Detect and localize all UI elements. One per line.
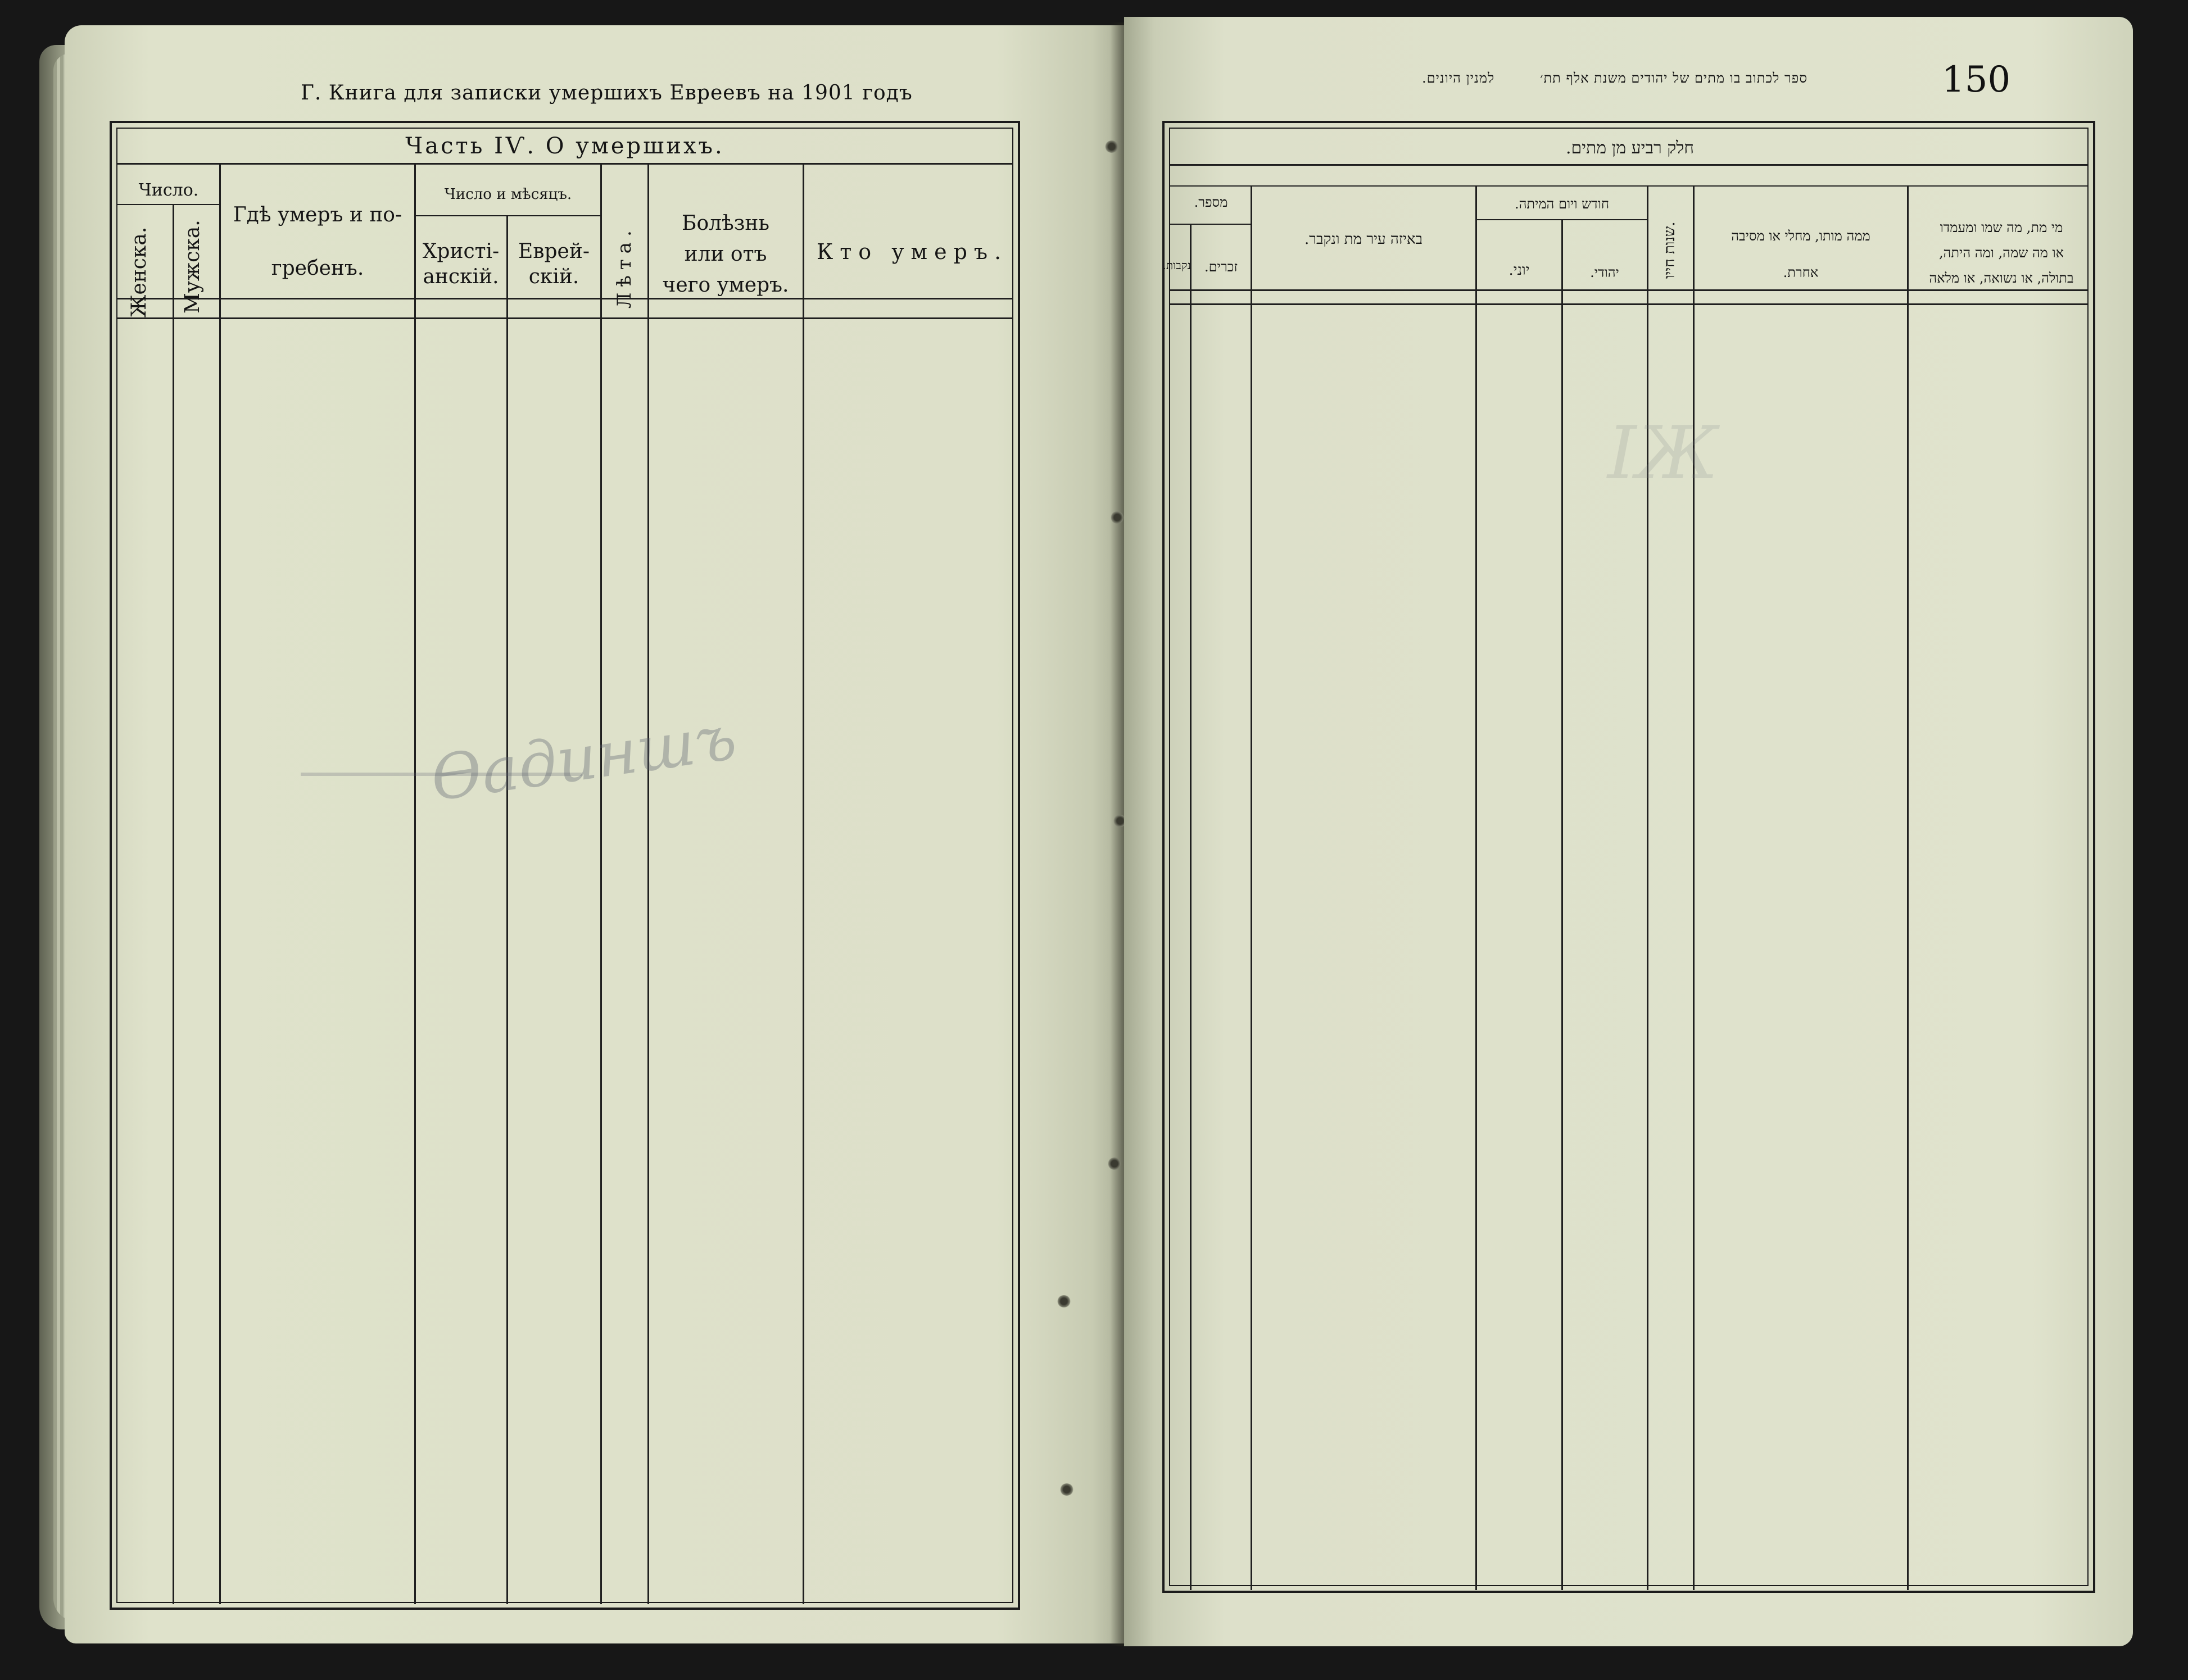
col-chislo-mesyats: Число и мѣсяцъ. bbox=[444, 186, 572, 203]
col-khristianskiy-2: анскій. bbox=[423, 265, 499, 288]
right-section-title: חלק רביע מן מתים. bbox=[1565, 138, 1695, 158]
right-col-line-6 bbox=[1693, 185, 1695, 1590]
col-beeize-ir: באיזה עיר מת ונקבר. bbox=[1304, 231, 1423, 248]
col-chislo: Число. bbox=[138, 180, 199, 200]
right-col-line-2 bbox=[1251, 185, 1252, 1590]
col-mi-met-2: או מה שמה, ומה היתה, bbox=[1938, 245, 2064, 261]
left-chislo-mesyats-rule bbox=[414, 215, 601, 216]
left-table-inner-frame bbox=[116, 128, 1013, 1603]
col-shnot-chayav: שנות חייו. bbox=[1661, 221, 1678, 279]
col-mi-met: מי מת, מה שמו ומעמדו bbox=[1940, 220, 2063, 235]
left-col-line-1 bbox=[173, 205, 174, 1604]
col-yehudi: יהודי. bbox=[1590, 265, 1619, 280]
bleed-through-signature: Ѳадиншъ bbox=[426, 701, 741, 815]
right-running-title: ספר לכתוב בו מתים של יהודים משנת אלף תת׳ bbox=[1540, 70, 1808, 86]
left-col-line-7 bbox=[803, 164, 804, 1604]
col-bolezn-2: или отъ bbox=[684, 243, 767, 266]
left-col-line-4 bbox=[506, 216, 508, 1604]
left-header-rule bbox=[117, 298, 1012, 299]
binding-hole bbox=[1057, 1295, 1071, 1307]
bleed-through-underline bbox=[301, 773, 582, 776]
col-muzhska: Мужска. bbox=[181, 220, 204, 314]
right-running-title-2: למנין היונים. bbox=[1422, 70, 1495, 86]
left-col-line-5 bbox=[600, 164, 602, 1604]
right-mispar-rule bbox=[1170, 224, 1252, 225]
right-col-line-5 bbox=[1647, 185, 1648, 1590]
col-gde-umer-2: гребенъ. bbox=[271, 257, 364, 280]
right-page bbox=[1124, 17, 2133, 1646]
left-page bbox=[65, 25, 1124, 1643]
col-khristianskiy: Христі- bbox=[422, 240, 500, 263]
left-header-rule-2 bbox=[117, 317, 1012, 319]
col-yevani: יוני. bbox=[1509, 262, 1530, 279]
right-chodesh-rule bbox=[1475, 219, 1647, 220]
col-gde-umer: Гдѣ умеръ и по- bbox=[233, 203, 402, 226]
col-chodesh: חודש ויום המיתה. bbox=[1514, 196, 1610, 212]
page-number: 150 bbox=[1942, 59, 2011, 101]
right-title-rule-2 bbox=[1170, 185, 2087, 187]
col-evreyskiy: Еврей- bbox=[518, 240, 590, 263]
left-col-line-3 bbox=[414, 164, 416, 1604]
binding-hole bbox=[1059, 1483, 1074, 1496]
right-title-rule bbox=[1170, 164, 2087, 166]
col-mispar: מספר. bbox=[1194, 194, 1228, 210]
left-col-line-6 bbox=[647, 164, 649, 1604]
col-mi-met-3: בתולה, או נשואה, או מלאה bbox=[1929, 270, 2074, 286]
left-col-line-2 bbox=[219, 164, 221, 1604]
left-section-title: Часть IѴ. О умершихъ. bbox=[405, 133, 724, 159]
col-mima-meit-2: אחרת. bbox=[1783, 265, 1819, 280]
col-kto-umer: Кто умеръ. bbox=[816, 239, 1008, 264]
right-col-line-3 bbox=[1475, 185, 1477, 1590]
right-col-line-1 bbox=[1190, 225, 1192, 1590]
col-nekevot: נקבות. bbox=[1162, 258, 1191, 272]
right-table-inner-frame bbox=[1162, 128, 2089, 1586]
col-zekharim: זכרים. bbox=[1204, 259, 1238, 275]
right-col-line-7 bbox=[1907, 185, 1909, 1590]
col-bolezn-3: чего умеръ. bbox=[662, 274, 789, 297]
binding-hole bbox=[1110, 511, 1125, 524]
col-bolezn: Болѣзнь bbox=[682, 212, 769, 235]
col-evreyskiy-2: скій. bbox=[528, 265, 579, 288]
right-header-rule bbox=[1170, 289, 2087, 291]
left-running-title: Г. Книга для записки умершихъ Евреевъ на 1901 годъ bbox=[301, 81, 913, 105]
offset-stamp-mark: ІЖ bbox=[1607, 410, 1719, 496]
binding-hole bbox=[1104, 140, 1119, 153]
left-title-rule bbox=[117, 163, 1012, 165]
col-zhenska: Женска. bbox=[128, 226, 151, 317]
col-leta: Лѣта. bbox=[613, 225, 636, 309]
col-mima-meit: ממה מותו, מחלי או מסיבה bbox=[1731, 228, 1870, 244]
right-header-rule-2 bbox=[1170, 303, 2087, 305]
right-col-line-4 bbox=[1561, 219, 1563, 1590]
binding-hole bbox=[1107, 1157, 1122, 1170]
left-chislo-rule bbox=[117, 204, 220, 205]
